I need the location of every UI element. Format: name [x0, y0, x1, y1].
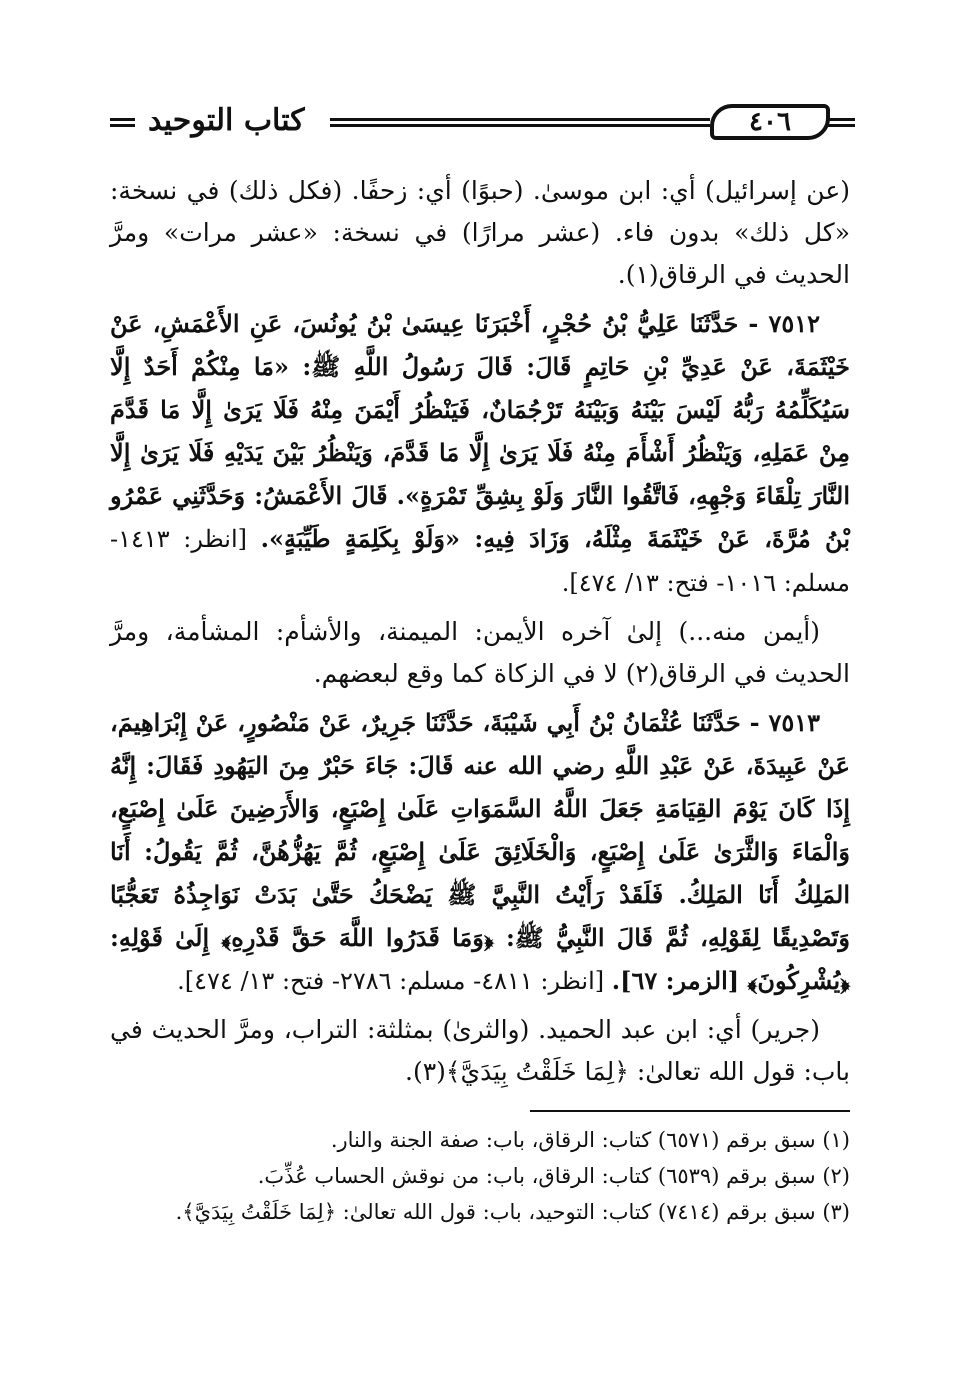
- hadith-text: ٧٥١٣ - حَدَّثَنَا عُثْمَانُ بْنُ أَبِي شَيْبَةَ، حَدَّثَنَا جَرِيرٌ، عَنْ مَنْصُورٍ، عَنْ إِبْرَاهِيمَ، عَنْ عَبِيدَةَ، عَنْ عَبْدِ اللَّهِ رضي الله عنه قَالَ: جَاءَ حَبْرٌ مِنَ اليَهُودِ فَقَالَ: إِنَّهُ إِذَا كَانَ يَوْمَ القِيَامَةِ جَعَلَ اللَّهُ السَّمَوَاتِ عَلَىٰ إِصْبَعٍ، وَالأَرَضِينَ عَلَىٰ إِصْبَعٍ، وَالْمَاءَ وَالثَّرَىٰ عَلَىٰ إِصْبَعٍ، وَالْخَلَائِقَ عَلَىٰ إِصْبَعٍ، ثُمَّ يَهُزُّهُنَّ، ثُمَّ يَقُولُ: أَنَا المَلِكُ أَنَا المَلِكُ. فَلَقَدْ رَأَيْتُ النَّبِيَّ ﷺ يَضْحَكُ حَتَّىٰ بَدَتْ نَوَاجِذُهُ تَعَجُّبًا وَتَصْدِيقًا لِقَوْلِهِ، ثُمَّ قَالَ النَّبِيُّ ﷺ: ﴿وَمَا قَدَرُوا اللَّهَ حَقَّ قَدْرِهِ﴾ إِلَىٰ قَوْلِهِ: ﴿يُشْرِكُونَ﴾ [الزمر: ٦٧].: [110, 708, 850, 995]
- footnotes: [110, 1122, 850, 1230]
- commentary-text: (أيمن منه...) إلىٰ آخره الأيمن: الميمنة، والأشأم: المشأمة، ومرَّ الحديث في الرقاق(٢) لا في الزكاة كما وقع لبعضهم.: [110, 617, 850, 688]
- hadith-reference: [انظر: ١٤١٣- مسلم: ١٠١٦- فتح: ١٣/ ٤٧٤].: [110, 525, 850, 597]
- page-header: [110, 100, 855, 160]
- commentary-paragraph: [110, 611, 850, 695]
- book-title: كتاب التوحيد: [148, 103, 305, 138]
- hadith-paragraph: [110, 302, 850, 605]
- hadith-paragraph: [110, 701, 850, 1003]
- commentary-text: (جرير) أي: ابن عبد الحميد. (والثرىٰ) بمثلثة: التراب، ومرَّ الحديث في باب: قول الله تعالىٰ: ﴿لِمَا خَلَقْتُ بِيَدَيَّ﴾(٣).: [110, 1015, 850, 1086]
- main-text: [110, 170, 850, 1099]
- commentary-paragraph: [110, 1009, 850, 1093]
- hadith-reference: [انظر: ٤٨١١- مسلم: ٢٧٨٦- فتح: ١٣/ ٤٧٤].: [177, 967, 612, 995]
- header-rule-tail: [828, 118, 855, 127]
- footnote: (١) سبق برقم (٦٥٧١) كتاب: الرقاق، باب: صفة الجنة والنار.: [330, 1128, 850, 1152]
- footnote: (٣) سبق برقم (٧٤١٤) كتاب: التوحيد، باب: قول الله تعالىٰ: ﴿لِمَا خَلَقْتُ بِيَدَيَّ﴾.: [175, 1200, 850, 1224]
- footnote: (٢) سبق برقم (٦٥٣٩) كتاب: الرقاق، باب: من نوقش الحساب عُذِّبَ.: [257, 1164, 850, 1188]
- header-rule-left: [110, 118, 135, 127]
- page-number: ٤٠٦: [710, 104, 830, 140]
- hadith-text: ٧٥١٢ - حَدَّثَنَا عَلِيُّ بْنُ حُجْرٍ، أَخْبَرَنَا عِيسَىٰ بْنُ يُونُسَ، عَنِ الأَعْمَشِ، عَنْ خَيْثَمَةَ، عَنْ عَدِيِّ بْنِ حَاتِمٍ قَالَ: قَالَ رَسُولُ اللَّهِ ﷺ: «مَا مِنْكُمْ أَحَدٌ إِلَّا سَيُكَلِّمُهُ رَبُّهُ لَيْسَ بَيْنَهُ وَبَيْنَهُ تَرْجُمَانٌ، فَيَنْظُرُ أَيْمَنَ مِنْهُ فَلَا يَرَىٰ إِلَّا مَا قَدَّمَ مِنْ عَمَلِهِ، وَيَنْظُرُ أَشْأَمَ مِنْهُ فَلَا يَرَىٰ إِلَّا مَا قَدَّمَ، وَيَنْظُرُ بَيْنَ يَدَيْهِ فَلَا يَرَىٰ إِلَّا النَّارَ تِلْقَاءَ وَجْهِهِ، فَاتَّقُوا النَّارَ وَلَوْ بِشِقِّ تَمْرَةٍ». قَالَ الأَعْمَشُ: وَحَدَّثَنِي عَمْرُو بْنُ مُرَّةَ، عَنْ خَيْثَمَةَ مِثْلَهُ، وَزَادَ فِيهِ: «وَلَوْ بِكَلِمَةٍ طَيِّبَةٍ».: [110, 309, 851, 553]
- footnote-divider: [530, 1110, 850, 1112]
- commentary-text: (عن إسرائيل) أي: ابن موسىٰ. (حبوًا) أي: زحفًا. (فكل ذلك) في نسخة: «كل ذلك» بدون فاء. (عشر مرارًا) في نسخة: «عشر مرات» ومرَّ الحديث في الرقاق(١).: [110, 176, 850, 289]
- header-rule-right: [330, 118, 710, 127]
- commentary-paragraph: [110, 170, 850, 296]
